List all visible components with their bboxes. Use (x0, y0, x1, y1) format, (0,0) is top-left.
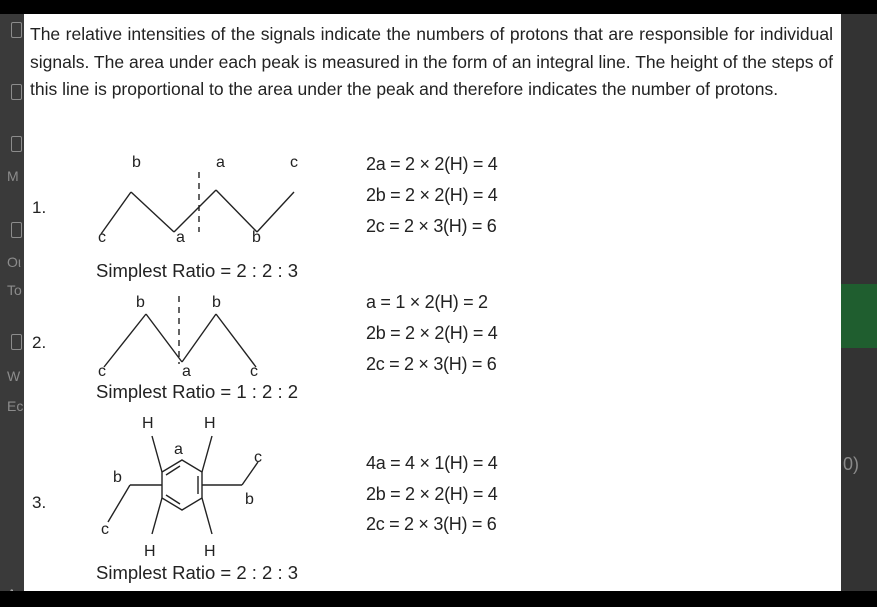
atom-label: c (290, 154, 298, 171)
equation: 2b = 2 × 2(H) = 4 (366, 185, 498, 205)
atom-label: H (144, 543, 156, 560)
background-fragment: 0) (843, 454, 860, 474)
molecule-2-structure (94, 292, 294, 378)
atom-label: a (182, 363, 191, 380)
equation: 2b = 2 × 2(H) = 4 (366, 323, 498, 343)
document-icon (11, 22, 22, 38)
atom-label: H (142, 415, 154, 432)
atom-label: H (204, 543, 216, 560)
simplest-ratio: Simplest Ratio = 2 : 2 : 3 (96, 562, 299, 583)
background-fragment: Oι (7, 254, 21, 270)
equation: 2c = 2 × 3(H) = 6 (366, 354, 497, 374)
example-number: 2. (32, 333, 47, 352)
equation: 2c = 2 × 3(H) = 6 (366, 216, 497, 236)
atom-label: b (212, 294, 221, 311)
background-fragment: Ec (7, 398, 24, 414)
equation: 2b = 2 × 2(H) = 4 (366, 484, 498, 504)
top-bar (0, 0, 877, 14)
simplest-ratio: Simplest Ratio = 2 : 2 : 3 (96, 260, 299, 281)
atom-label: b (245, 491, 254, 508)
atom-label: c (98, 229, 106, 246)
background-fragment: To (7, 282, 22, 298)
atom-label: a (174, 441, 183, 458)
equation: a = 1 × 2(H) = 2 (366, 292, 488, 312)
atom-label: a (216, 154, 225, 171)
atom-label: c (250, 363, 258, 380)
background-fragment: W (7, 368, 21, 384)
simplest-ratio: Simplest Ratio = 1 : 2 : 2 (96, 381, 299, 402)
intro-paragraph: The relative intensities of the signals indicate the numbers of protons that are responsible for individual signals. The area under each peak is measured in the form of an integral line. The height of the steps of this line is proportional to the area under the peak and therefore indicates the number of protons. (30, 24, 833, 99)
equation: 4a = 4 × 1(H) = 4 (366, 453, 498, 473)
atom-label: b (252, 229, 261, 246)
molecule-3-structure (94, 406, 304, 566)
background-fragment: M (7, 168, 19, 184)
atom-label: a (176, 229, 185, 246)
background-green-panel (841, 284, 877, 348)
background-left-strip (0, 14, 24, 591)
molecule-1-structure (94, 152, 314, 244)
document-icon (11, 136, 22, 152)
atom-label: b (136, 294, 145, 311)
example-number: 1. (32, 198, 47, 217)
atom-label: b (132, 154, 141, 171)
document-icon (11, 222, 22, 238)
bottom-bar (0, 591, 877, 607)
atom-label: H (204, 415, 216, 432)
atom-label: b (113, 469, 122, 486)
equation: 2c = 2 × 3(H) = 6 (366, 514, 497, 534)
document-icon (11, 84, 22, 100)
atom-label: c (101, 521, 109, 538)
equation: 2a = 2 × 2(H) = 4 (366, 154, 498, 174)
atom-label: c (254, 449, 262, 466)
example-number: 3. (32, 493, 47, 512)
document-icon (11, 334, 22, 350)
document-page (24, 14, 841, 591)
background-right-strip (841, 14, 877, 591)
atom-label: c (98, 363, 106, 380)
